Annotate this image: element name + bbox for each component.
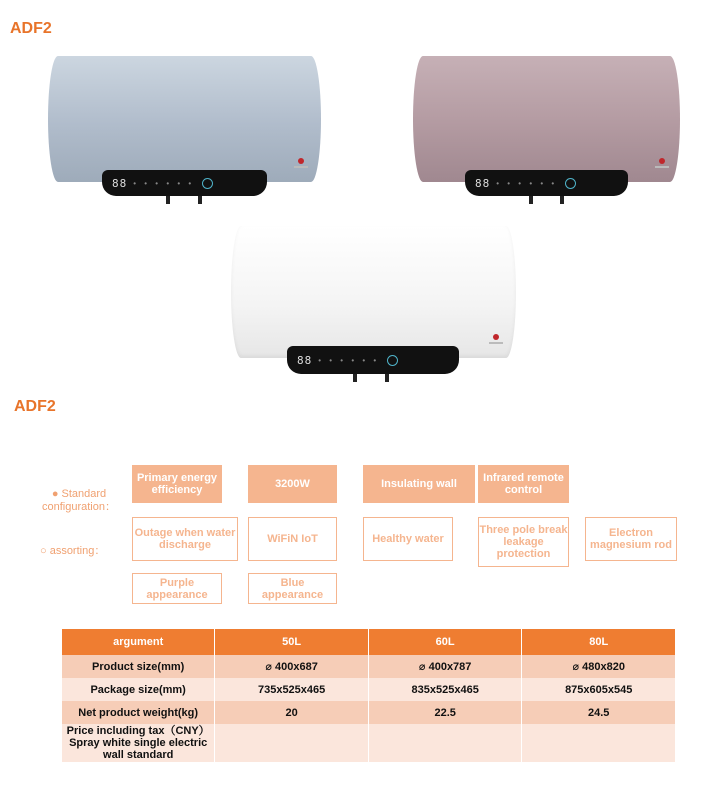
power-ring-icon <box>565 178 576 189</box>
top-title: ADF2 <box>10 20 52 37</box>
table-row <box>62 678 675 701</box>
section-title: ADF2 <box>14 398 56 415</box>
table-row <box>62 724 675 762</box>
heater-tank <box>413 56 680 182</box>
water-heater-white-image <box>231 226 516 382</box>
water-pipe <box>385 374 389 382</box>
assort-healthy-water: Healthy water <box>363 517 453 561</box>
heater-tank <box>231 226 516 358</box>
table-header-row <box>62 629 675 655</box>
table-cell: ⌀ 400x687 <box>215 655 368 678</box>
panel-indicators: • • • • • • <box>318 355 380 365</box>
water-pipe <box>560 196 564 204</box>
brand-mark <box>489 342 503 344</box>
assort-outage-water-discharge: Outage when water discharge <box>132 517 238 561</box>
brand-logo-icon <box>493 334 499 340</box>
control-panel <box>287 346 459 374</box>
water-pipe <box>353 374 357 382</box>
table-cell: ⌀ 400x787 <box>369 655 522 678</box>
water-pipe <box>198 196 202 204</box>
brand-logo-icon <box>298 158 304 164</box>
row-label: Price including tax（CNY）Spray white single electric wall standard <box>62 724 214 762</box>
specification-table <box>61 629 676 762</box>
column-header: 80L <box>522 629 675 655</box>
water-heater-pink-image <box>413 56 680 204</box>
config-infrared-remote-control: Infrared remote control <box>478 465 569 503</box>
table-cell: 20 <box>215 701 368 724</box>
column-header: 60L <box>369 629 522 655</box>
column-header: 50L <box>215 629 368 655</box>
display-digits: 88 <box>475 176 491 190</box>
display-digits: 88 <box>112 176 128 190</box>
standard-configuration-label: ● Standard configuration： <box>42 488 116 513</box>
column-header: argument <box>62 629 214 655</box>
panel-indicators: • • • • • • <box>133 178 195 188</box>
table-cell <box>369 724 522 762</box>
table-cell: 24.5 <box>522 701 675 724</box>
table-cell <box>522 724 675 762</box>
table-cell: 835x525x465 <box>369 678 522 701</box>
water-pipe <box>529 196 533 204</box>
assort-leakage-protection: Three pole break leakage protection <box>478 517 569 567</box>
assort-purple-appearance: Purple appearance <box>132 573 222 604</box>
heater-tank <box>48 56 321 182</box>
brand-mark <box>294 166 308 168</box>
table-row <box>62 655 675 678</box>
display-digits: 88 <box>297 353 313 367</box>
table-cell: 875x605x545 <box>522 678 675 701</box>
assorting-label: ○ assorting： <box>40 545 106 557</box>
table-cell: 735x525x465 <box>215 678 368 701</box>
water-pipe <box>166 196 170 204</box>
row-label: Net product weight(kg) <box>62 701 214 724</box>
power-ring-icon <box>202 178 213 189</box>
table-cell <box>215 724 368 762</box>
table-cell: 22.5 <box>369 701 522 724</box>
panel-indicators: • • • • • • <box>496 178 558 188</box>
row-label: Product size(mm) <box>62 655 214 678</box>
power-ring-icon <box>387 355 398 366</box>
brand-logo-icon <box>659 158 665 164</box>
config-insulating-wall: Insulating wall <box>363 465 475 503</box>
brand-mark <box>655 166 669 168</box>
assort-blue-appearance: Blue appearance <box>248 573 337 604</box>
table-row <box>62 701 675 724</box>
row-label: Package size(mm) <box>62 678 214 701</box>
water-heater-blue-image <box>48 56 321 204</box>
config-3200w: 3200W <box>248 465 337 503</box>
control-panel <box>102 170 267 196</box>
control-panel <box>465 170 628 196</box>
config-primary-energy-efficiency: Primary energy efficiency <box>132 465 222 503</box>
assort-wifi-iot: WiFiN IoT <box>248 517 337 561</box>
assort-electron-magnesium-rod: Electron magnesium rod <box>585 517 677 561</box>
table-cell: ⌀ 480x820 <box>522 655 675 678</box>
